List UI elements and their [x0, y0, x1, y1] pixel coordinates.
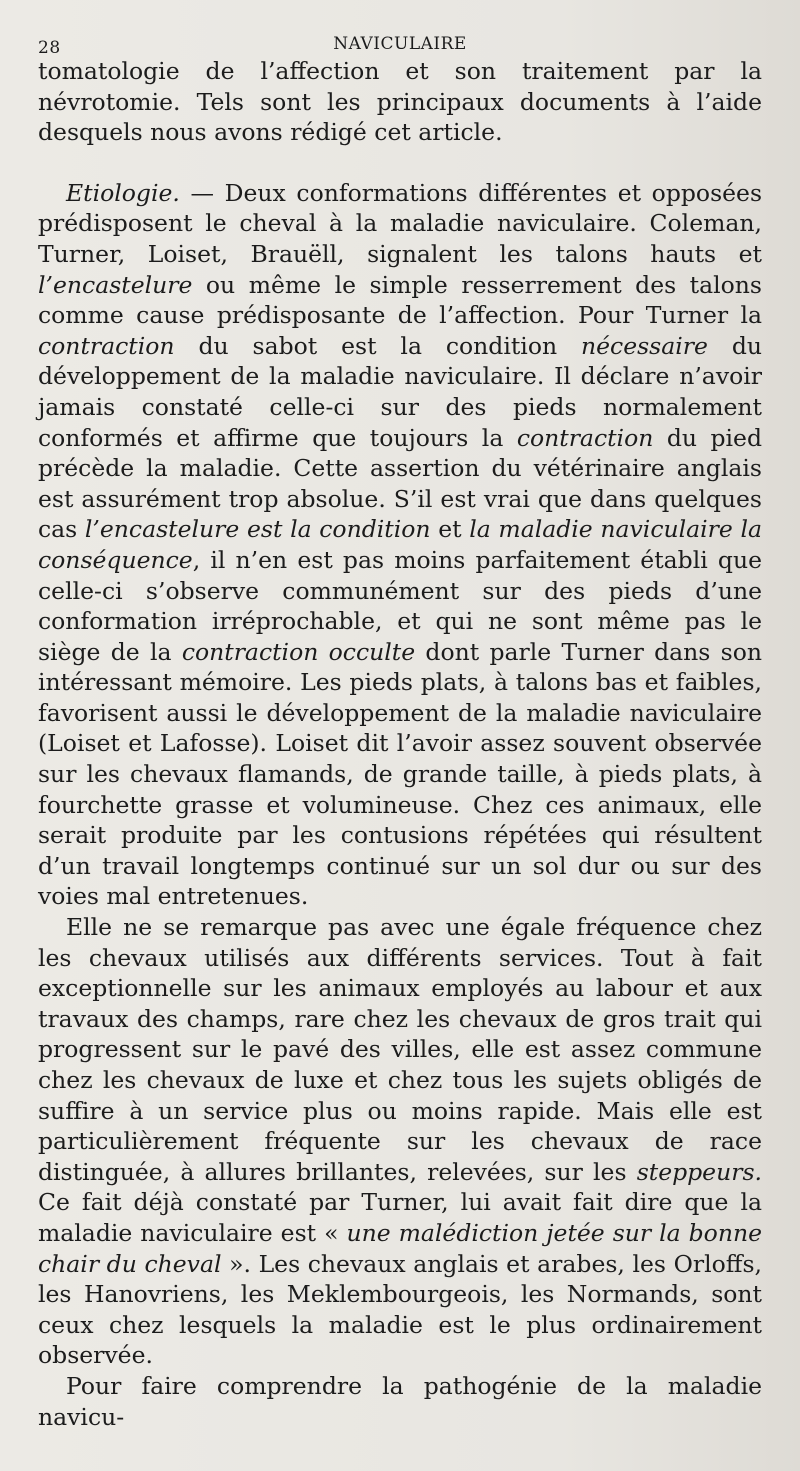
- page-number: 28: [38, 38, 61, 58]
- text-run: ». Les chevaux anglais et arabes, les Orloffs, les Hanovriens, les Meklembourgeois, les Normands, sont ceux chez lesquels la maladie est le plus ordinairement observée.: [38, 1249, 762, 1370]
- running-title: NAVICULAIRE: [333, 34, 467, 54]
- text-run: ou même le simple resserrement des talons comme cause prédisposante de l’affection. Pour Turner la: [38, 270, 762, 330]
- italic-quote: une malédiction jetée sur la bonne chair du cheval: [38, 1218, 762, 1278]
- body-text: [38, 56, 762, 1432]
- text-run: du développement de la maladie naviculaire. Il déclare n’avoir jamais constaté celle-ci sur des pieds normalement conformés et affirme que toujours la: [38, 331, 762, 452]
- text-run: et: [430, 515, 470, 544]
- paragraph-intro-end: [38, 56, 762, 148]
- text-run: Elle ne se remarque pas avec une égale fréquence chez les chevaux utilisés aux différents services. Tout à fait exceptionnelle sur les animaux employés au labour et aux travaux des champs, rare chez les chevaux de gros trait qui progressent sur le pavé des villes, elle est assez commune chez les chevaux de luxe et chez tous les sujets obligés de suffire à un service plus ou moins rapide. Mais elle est particulièrement fréquente sur les chevaux de race distinguée, à allures brillantes, relevées, sur les: [38, 913, 762, 1186]
- italic-term: nécessaire: [581, 331, 708, 360]
- italic-term: steppeurs.: [636, 1157, 762, 1186]
- italic-term: l’encastelure: [38, 270, 193, 299]
- paragraph-text: tomatologie de l’affection et son traitement par la névrotomie. Tels sont les principaux documents à l’aide desquels nous avons rédigé cet article.: [38, 57, 762, 147]
- paragraph-text: Pour faire comprendre la pathogénie de la maladie navicu-: [38, 1371, 762, 1431]
- italic-term: l’encastelure est la condition: [84, 515, 431, 544]
- section-heading-etiologie: Etiologie.: [66, 178, 180, 207]
- paragraph-frequence: [38, 912, 762, 1371]
- italic-term: contraction: [38, 331, 175, 360]
- text-run: — Deux conformations différentes et opposées prédisposent le cheval à la maladie naviculaire. Coleman, Turner, Loiset, Brauëll, signalent les talons hauts et: [38, 178, 762, 268]
- italic-term: contraction: [516, 423, 654, 452]
- italic-term: contraction occulte: [181, 637, 416, 666]
- text-run: du pied précède la maladie. Cette assertion du vétérinaire anglais est assurément trop absolue. S’il est vrai que dans quelques cas: [38, 423, 762, 544]
- running-head: [38, 30, 762, 56]
- text-run: , il n’en est pas moins parfaitement établi que celle-ci s’observe communément sur des pieds d’une conformation irréprochable, et qui ne sont même pas le siège de la: [38, 545, 762, 666]
- text-run: du sabot est la condition: [174, 331, 582, 360]
- paragraph-pathogenie: [38, 1371, 762, 1432]
- paragraph-etiologie: [38, 178, 762, 912]
- text-run: Ce fait déjà constaté par Turner, lui avait fait dire que la maladie naviculaire est «: [38, 1188, 762, 1247]
- italic-term: la maladie naviculaire la conséquence: [38, 515, 762, 574]
- text-run: dont parle Turner dans son intéressant mémoire. Les pieds plats, à talons bas et faibles, favorisent aussi le développement de la maladie naviculaire (Loiset et Lafosse). Loiset dit l’avoir assez souvent observée sur les chevaux flamands, de grande taille, à pieds plats, à fourchette grasse et volumineuse. Chez ces animaux, elle serait produite par les contusions répétées qui résultent d’un travail longtemps continué sur un sol dur ou sur des voies mal entretenues.: [38, 637, 762, 911]
